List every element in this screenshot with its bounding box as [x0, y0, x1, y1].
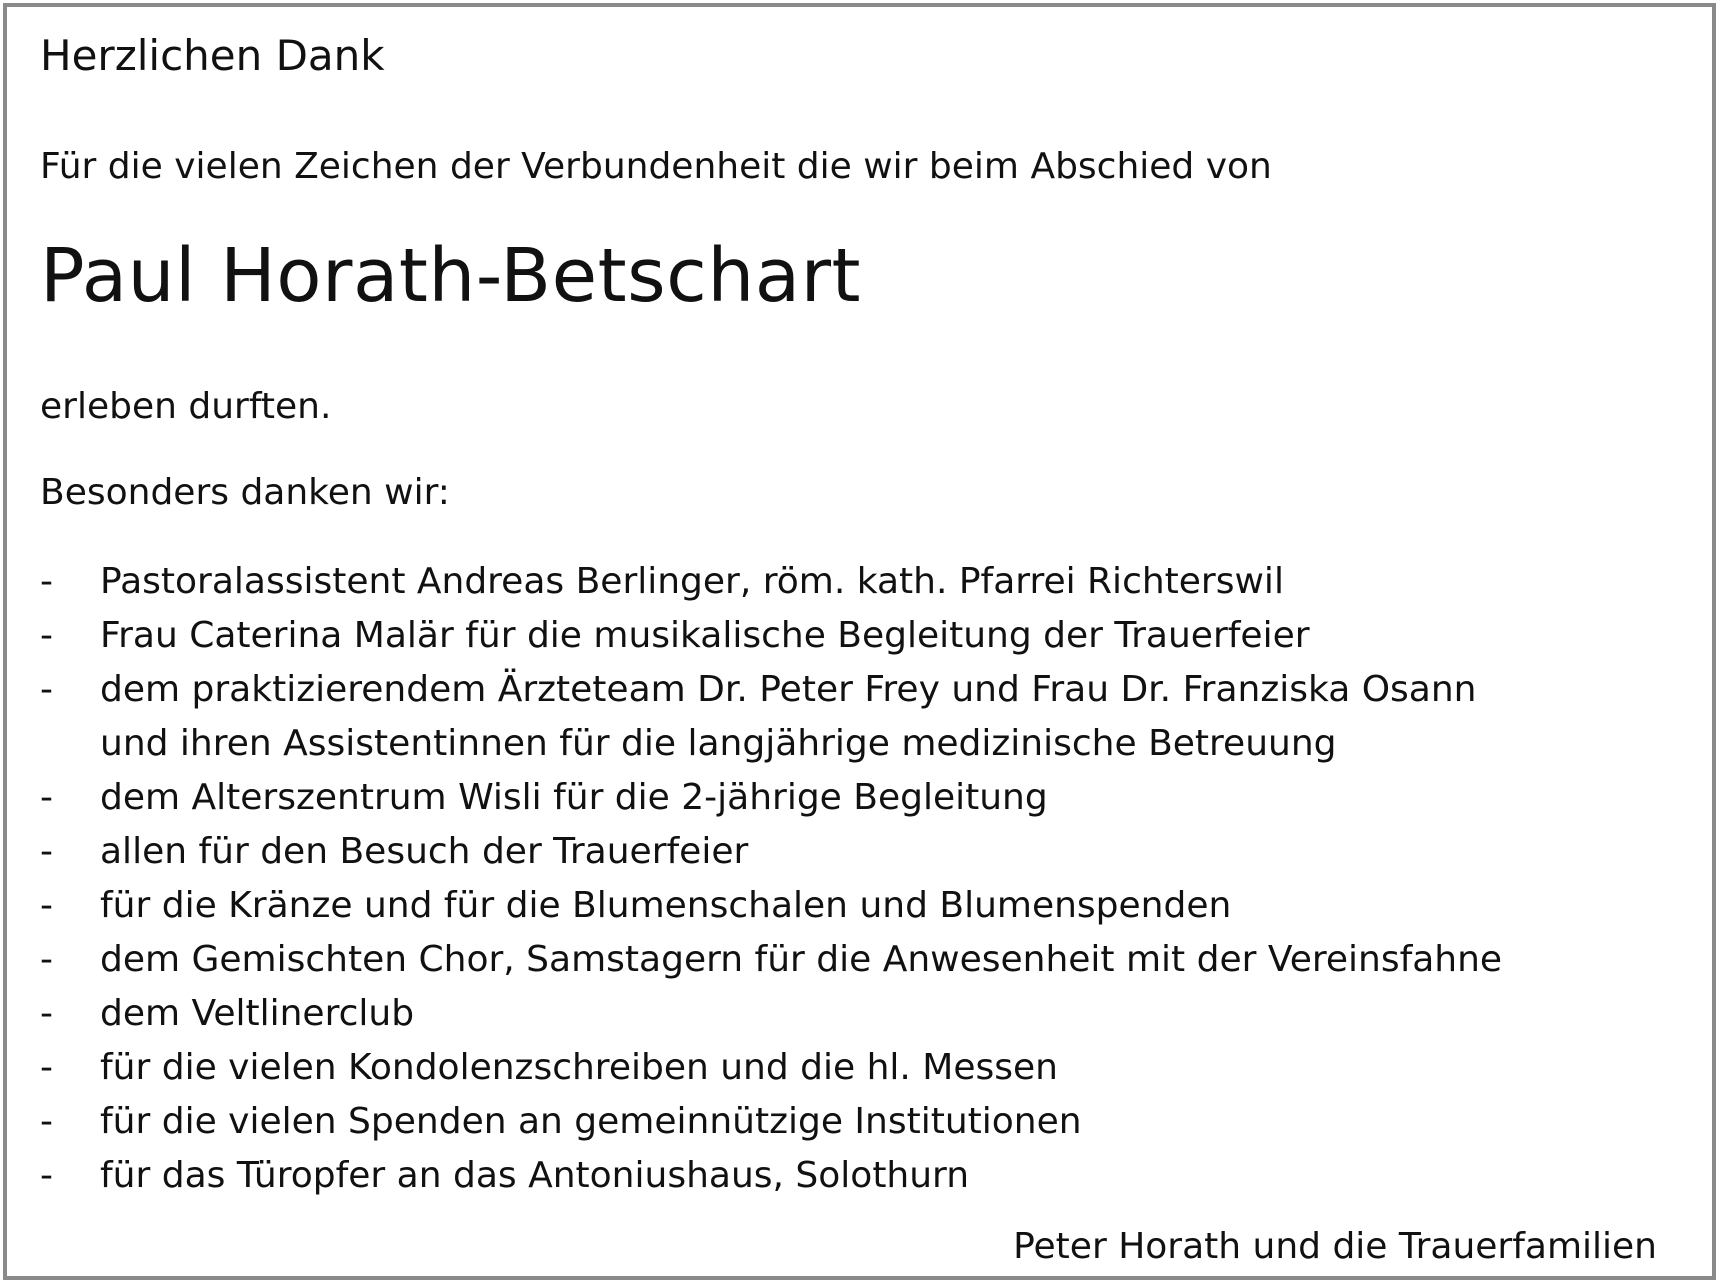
list-item-text: dem Veltlinerclub	[100, 993, 415, 1034]
list-item	[40, 555, 1502, 609]
bullet-dash: -	[40, 561, 53, 602]
bullet-dash: -	[40, 777, 53, 818]
list-item	[40, 1095, 1502, 1149]
bullet-dash: -	[40, 1047, 53, 1088]
list-item-text: Pastoralassistent Andreas Berlinger, röm. kath. Pfarrei Richterswil	[100, 561, 1284, 602]
list-item	[40, 609, 1502, 663]
list-item	[40, 879, 1502, 933]
list-item	[40, 987, 1502, 1041]
list-item	[40, 1149, 1502, 1203]
bullet-dash: -	[40, 615, 53, 656]
list-item-text: für die Kränze und für die Blumenschalen und Blumenspenden	[100, 885, 1232, 926]
thanks-list	[40, 555, 1502, 1203]
notice-frame	[3, 3, 1716, 1280]
bullet-dash: -	[40, 993, 53, 1034]
list-item-text: für die vielen Kondolenzschreiben und die hl. Messen	[100, 1047, 1058, 1088]
signature: Peter Horath und die Trauerfamilien	[1013, 1226, 1657, 1267]
intro-text: Für die vielen Zeichen der Verbundenheit die wir beim Abschied von	[40, 146, 1272, 187]
bullet-dash: -	[40, 939, 53, 980]
list-item-text: für das Türopfer an das Antoniushaus, Solothurn	[100, 1155, 970, 1196]
list-item	[40, 663, 1502, 717]
bullet-dash: -	[40, 1101, 53, 1142]
heading: Herzlichen Dank	[40, 31, 385, 80]
list-item	[40, 1041, 1502, 1095]
thanks-intro: Besonders danken wir:	[40, 472, 450, 513]
list-item	[40, 825, 1502, 879]
bullet-dash: -	[40, 831, 53, 872]
outro-text: erleben durften.	[40, 386, 332, 427]
list-item	[40, 933, 1502, 987]
list-item-text: dem praktizierendem Ärzteteam Dr. Peter Frey und Frau Dr. Franziska Osann	[100, 669, 1477, 710]
list-item-text: für die vielen Spenden an gemeinnützige Institutionen	[100, 1101, 1082, 1142]
deceased-name: Paul Horath-Betschart	[40, 233, 862, 319]
list-item	[40, 771, 1502, 825]
list-item-text: dem Gemischten Chor, Samstagern für die Anwesenheit mit der Vereinsfahne	[100, 939, 1503, 980]
list-item-text: Frau Caterina Malär für die musikalische Begleitung der Trauerfeier	[100, 615, 1310, 656]
bullet-dash: -	[40, 669, 53, 710]
list-item-continuation	[40, 717, 1502, 771]
list-item-text: dem Alterszentrum Wisli für die 2-jährige Begleitung	[100, 777, 1048, 818]
bullet-dash: -	[40, 885, 53, 926]
bullet-dash: -	[40, 1155, 53, 1196]
list-item-text: allen für den Besuch der Trauerfeier	[100, 831, 749, 872]
list-item-text: und ihren Assistentinnen für die langjährige medizinische Betreuung	[100, 723, 1337, 764]
